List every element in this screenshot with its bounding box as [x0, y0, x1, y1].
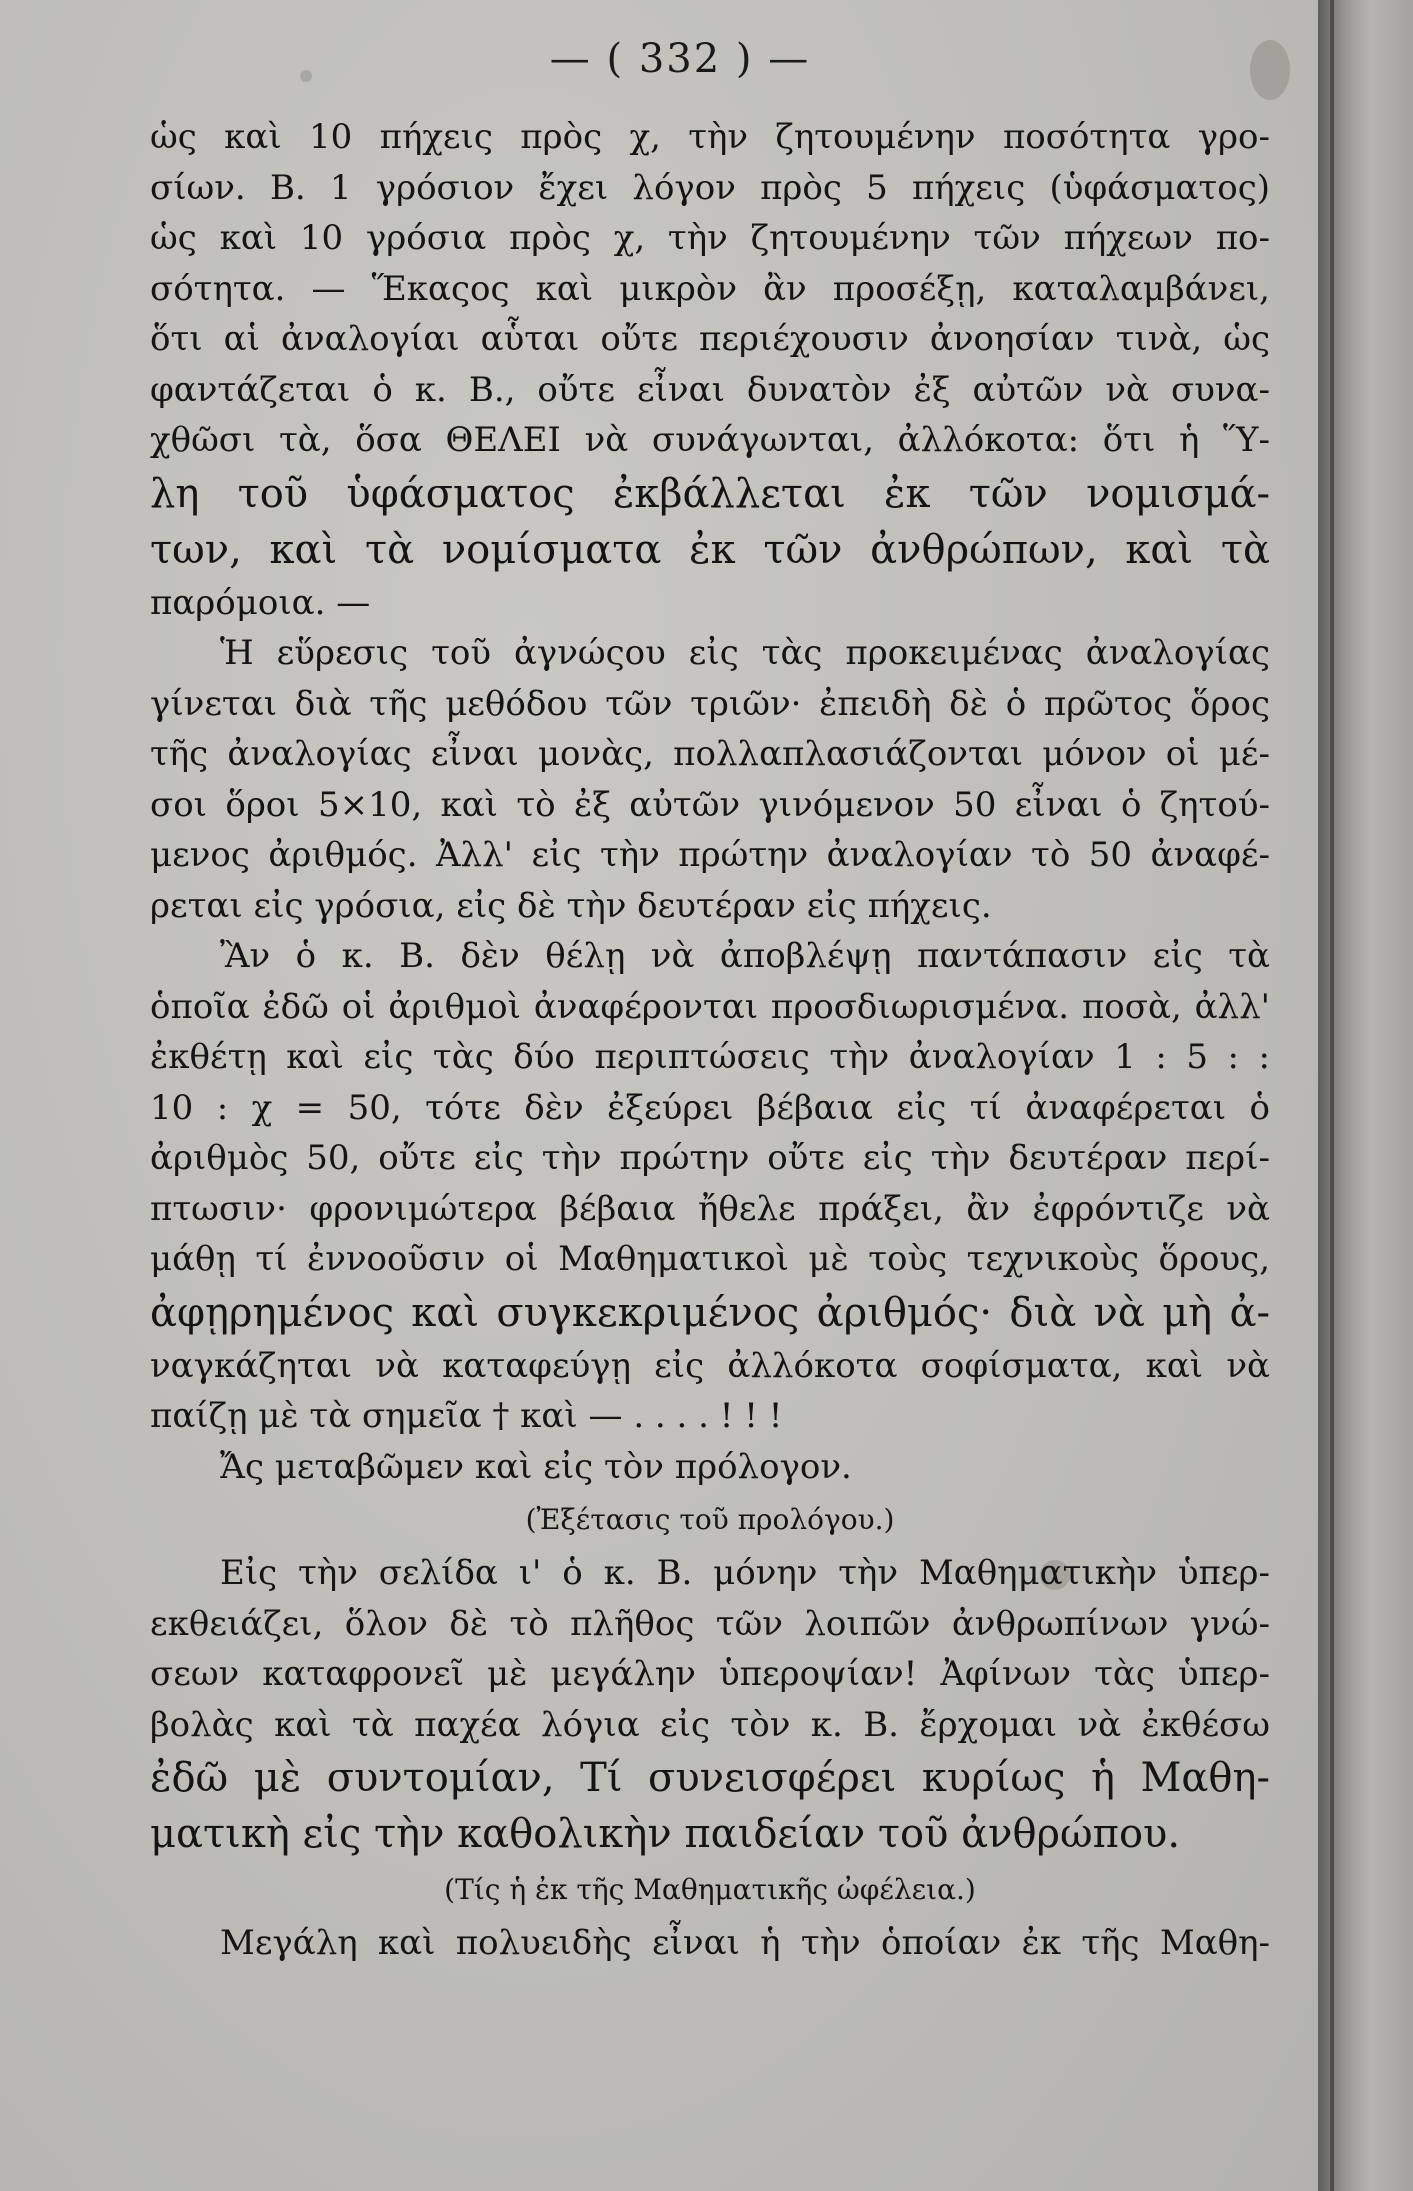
- text-line: των, καὶ τὰ νομίσματα ἐκ τῶν ἀνθρώπων, καὶ τὰ: [150, 526, 1270, 573]
- text-line: χθῶσι τὰ, ὅσα ΘΕΛΕΙ νὰ συνάγωνται, ἀλλόκοτα: ὅτι ἡ Ὕ-: [150, 420, 1270, 460]
- text-line: Ἄς μεταβῶμεν καὶ εἰς τὸν πρόλογον.: [220, 1446, 852, 1487]
- text-line: σεων καταφρονεῖ μὲ μεγάλην ὑπεροψίαν! Ἀφίνων τὰς ὑπερ-: [150, 1654, 1270, 1694]
- gutter-edge: [1330, 0, 1334, 2191]
- text-line: Μεγάλη καὶ πολυειδὴς εἶναι ἡ τὴν ὁποίαν ἐκ τῆς Μαθη-: [220, 1923, 1270, 1963]
- text-line: ρεται εἰς γρόσια, εἰς δὲ τὴν δευτέραν εἰς πήχεις.: [150, 885, 992, 926]
- ink-stain: [1250, 40, 1290, 100]
- text-line: ὅτι αἱ ἀναλογίαι αὗται οὔτε περιέχουσιν ἀνοησίαν τινὰ, ὡς: [150, 319, 1270, 359]
- page-body: [150, 112, 1270, 1969]
- text-line: εκθειάζει, ὅλον δὲ τὸ πλῆθος τῶν λοιπῶν ἀνθρωπίνων γνώ-: [150, 1603, 1270, 1644]
- section-heading: (Ἐξέτασις τοῦ προλόγου.): [525, 1503, 895, 1536]
- text-line: 10 : χ = 50, τότε δὲν ἐξεύρει βέβαια εἰς τί ἀναφέρεται ὁ: [150, 1087, 1270, 1128]
- text-line: πτωσιν· φρονιμώτερα βέβαια ἤθελε πράξει, ἂν ἐφρόντιζε νὰ: [150, 1188, 1270, 1229]
- text-line: Εἰς τὴν σελίδα ι' ὁ κ. Β. μόνην τὴν Μαθηματικὴν ὑπερ-: [220, 1553, 1270, 1593]
- ink-stain: [300, 70, 312, 82]
- section-heading: (Τίς ἡ ἐκ τῆς Μαθηματικῆς ὠφέλεια.): [444, 1873, 976, 1906]
- text-line: σίων. Β. 1 γρόσιον ἔχει λόγον πρὸς 5 πήχεις (ὑφάσματος): [150, 167, 1270, 208]
- text-line: τῆς ἀναλογίας εἶναι μονὰς, πολλαπλασιάζονται μόνον οἱ μέ-: [150, 734, 1270, 774]
- text-line: σοι ὅροι 5×10, καὶ τὸ ἐξ αὐτῶν γινόμενον 50 εἶναι ὁ ζητού-: [150, 784, 1270, 825]
- text-line: παρόμοια. —: [150, 582, 371, 623]
- page-number-header: — ( 332 ) —: [549, 36, 811, 82]
- text-line: βολὰς καὶ τὰ παχέα λόγια εἰς τὸν κ. Β. ἔρχομαι νὰ ἐκθέσω: [150, 1704, 1270, 1745]
- text-line: Ἡ εὕρεσις τοῦ ἀγνώςου εἰς τὰς προκειμένας ἀναλογίας: [220, 633, 1270, 673]
- text-line: σότητα. — Ἕκαςος καὶ μικρὸν ἂν προσέξῃ, καταλαμβάνει,: [150, 268, 1270, 309]
- text-line: παίζῃ μὲ τὰ σημεῖα † καὶ — . . . . ! ! !: [150, 1396, 783, 1436]
- text-line: φαντάζεται ὁ κ. Β., οὔτε εἶναι δυνατὸν ἐξ αὐτῶν νὰ συνα-: [150, 369, 1270, 410]
- text-line: γίνεται διὰ τῆς μεθόδου τῶν τριῶν· ἐπειδὴ δὲ ὁ πρῶτος ὅρος: [150, 683, 1270, 724]
- text-line: μάθῃ τί ἐννοοῦσιν οἱ Μαθηματικοὶ μὲ τοὺς τεχνικοὺς ὅρους,: [150, 1239, 1270, 1279]
- text-line: ματικὴ εἰς τὴν καθολικὴν παιδείαν τοῦ ἀνθρώπου.: [150, 1811, 1181, 1857]
- text-line: ὡς καὶ 10 γρόσια πρὸς χ, τὴν ζητουμένην τῶν πήχεων πο-: [150, 218, 1270, 258]
- text-line: λη τοῦ ὑφάσματος ἐκβάλλεται ἐκ τῶν νομισμά-: [150, 470, 1270, 517]
- text-line: Ἂν ὁ κ. Β. δὲν θέλῃ νὰ ἀποβλέψῃ παντάπασιν εἰς τὰ: [220, 936, 1270, 976]
- text-line: ὁποῖα ἐδῶ οἱ ἀριθμοὶ ἀναφέρονται προσδιωρισμένα. ποσὰ, ἀλλ': [150, 986, 1270, 1027]
- text-line: ἐκθέτῃ καὶ εἰς τὰς δύο περιπτώσεις τὴν ἀναλογίαν 1 : 5 : :: [150, 1037, 1270, 1077]
- text-line: ναγκάζηται νὰ καταφεύγῃ εἰς ἀλλόκοτα σοφίσματα, καὶ νὰ: [150, 1345, 1270, 1386]
- text-line: ἀφῃρημένος καὶ συγκεκριμένος ἀριθμός· διὰ νὰ μὴ ἀ-: [150, 1289, 1270, 1336]
- text-line: μενος ἀριθμός. Ἀλλ' εἰς τὴν πρώτην ἀναλογίαν τὸ 50 ἀναφέ-: [150, 835, 1270, 875]
- text-line: ὡς καὶ 10 πήχεις πρὸς χ, τὴν ζητουμένην ποσότητα γρο-: [150, 117, 1270, 157]
- text-line: ἐδῶ μὲ συντομίαν, Τί συνεισφέρει κυρίως ἡ Μαθη-: [150, 1755, 1270, 1801]
- text-line: ἀριθμὸς 50, οὔτε εἰς τὴν πρώτην οὔτε εἰς τὴν δευτέραν περί-: [150, 1138, 1270, 1178]
